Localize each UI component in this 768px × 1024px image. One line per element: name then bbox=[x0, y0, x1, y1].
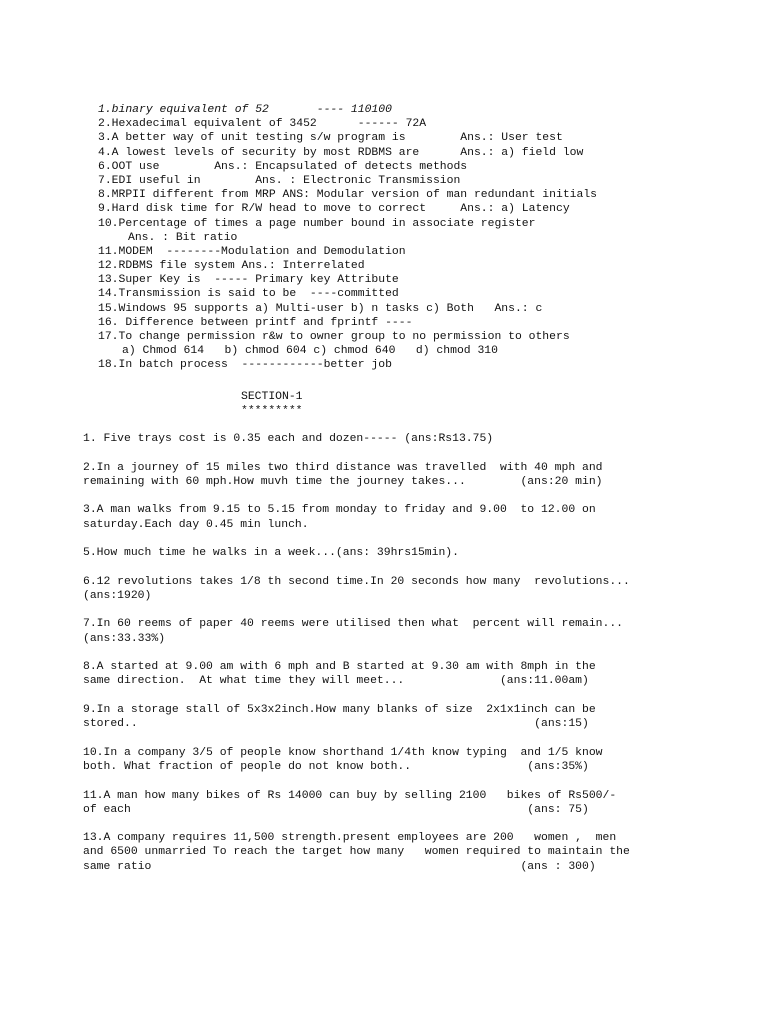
question-line: 1. Five trays cost is 0.35 each and dozen----- (ans:Rs13.75) bbox=[83, 433, 494, 445]
list-item: 11.MODEM --------Modulation and Demodulation bbox=[98, 245, 406, 258]
question-paragraph bbox=[0, 461, 768, 489]
list-item: 10.Percentage of times a page number bound in associate register bbox=[98, 217, 536, 230]
section-title: SECTION-1 bbox=[241, 391, 303, 403]
question-line: 8.A started at 9.00 am with 6 mph and B started at 9.30 am with 8mph in the bbox=[83, 661, 596, 674]
list-item: Ans. : Bit ratio bbox=[128, 231, 238, 244]
section-underline: ********* bbox=[241, 405, 303, 418]
list-item: 2.Hexadecimal equivalent of 3452 ------ 72A bbox=[98, 118, 427, 131]
question-line: and 6500 unmarried To reach the target how many women required to maintain the bbox=[83, 846, 630, 859]
list-item: 17.To change permission r&w to owner group to no permission to others bbox=[98, 331, 570, 343]
question-paragraph bbox=[0, 831, 768, 874]
list-item: 4.A lowest levels of security by most RDBMS are Ans.: a) field low bbox=[98, 146, 584, 159]
question-line: same ratio (ans : 300) bbox=[83, 860, 596, 873]
question-line: 9.In a storage stall of 5x3x2inch.How many blanks of size 2x1x1inch can be bbox=[83, 703, 596, 716]
question-line: same direction. At what time they will meet... (ans:11.00am) bbox=[83, 675, 589, 688]
question-line: 13.A company requires 11,500 strength.present employees are 200 women , men bbox=[83, 832, 617, 845]
question-line: 5.How much time he walks in a week...(ans: 39hrs15min). bbox=[83, 547, 459, 560]
question-line: remaining with 60 mph.How muvh time the journey takes... (ans:20 min) bbox=[83, 475, 603, 488]
question-paragraph bbox=[0, 546, 768, 560]
question-paragraph bbox=[0, 703, 768, 731]
question-line: 6.12 revolutions takes 1/8 th second time.In 20 seconds how many revolutions... bbox=[83, 575, 630, 588]
question-paragraph bbox=[0, 617, 768, 645]
question-line: 10.In a company 3/5 of people know shorthand 1/4th know typing and 1/5 know bbox=[83, 746, 603, 759]
question-paragraph bbox=[0, 575, 768, 603]
answer-list bbox=[0, 103, 768, 373]
list-item: 7.EDI useful in Ans. : Electronic Transmission bbox=[98, 174, 461, 187]
list-item: 15.Windows 95 supports a) Multi-user b) n tasks c) Both Ans.: c bbox=[98, 302, 543, 315]
list-item: 12.RDBMS file system Ans.: Interrelated bbox=[98, 260, 365, 273]
question-line: 7.In 60 reems of paper 40 reems were utilised then what percent will remain... bbox=[83, 618, 624, 631]
question-paragraph bbox=[0, 660, 768, 688]
question-paragraph bbox=[0, 503, 768, 531]
question-line: 3.A man walks from 9.15 to 5.15 from monday to friday and 9.00 to 12.00 on bbox=[83, 504, 596, 517]
question-line: 2.In a journey of 15 miles two third distance was travelled with 40 mph and bbox=[83, 461, 603, 474]
question-line: both. What fraction of people do not know both.. (ans:35%) bbox=[83, 760, 589, 773]
list-item: 14.Transmission is said to be ----committed bbox=[98, 288, 399, 301]
question-paragraph bbox=[0, 432, 768, 446]
question-line: stored.. (ans:15) bbox=[83, 718, 589, 731]
list-item: 1.binary equivalent of 52 ---- 110100 bbox=[98, 104, 392, 116]
question-line: saturday.Each day 0.45 min lunch. bbox=[83, 518, 309, 531]
list-item: 18.In batch process ------------better job bbox=[98, 359, 392, 372]
question-paragraph bbox=[0, 789, 768, 817]
list-item: 3.A better way of unit testing s/w program is Ans.: User test bbox=[98, 132, 563, 145]
list-item: a) Chmod 614 b) chmod 604 c) chmod 640 d) chmod 310 bbox=[122, 345, 498, 358]
list-item: 16. Difference between printf and fprintf ---- bbox=[98, 316, 413, 329]
section-heading bbox=[0, 390, 768, 418]
question-list bbox=[0, 432, 768, 888]
question-line: of each (ans: 75) bbox=[83, 803, 589, 816]
question-line: 11.A man how many bikes of Rs 14000 can buy by selling 2100 bikes of Rs500/- bbox=[83, 789, 617, 802]
list-item: 9.Hard disk time for R/W head to move to correct Ans.: a) Latency bbox=[98, 203, 570, 216]
question-paragraph bbox=[0, 746, 768, 774]
question-line: (ans:33.33%) bbox=[83, 632, 166, 645]
list-item: 6.OOT use Ans.: Encapsulated of detects methods bbox=[98, 160, 468, 173]
list-item: 13.Super Key is ----- Primary key Attribute bbox=[98, 274, 399, 287]
question-line: (ans:1920) bbox=[83, 589, 152, 602]
list-item: 8.MRPII different from MRP ANS: Modular version of man redundant initials bbox=[98, 189, 597, 202]
